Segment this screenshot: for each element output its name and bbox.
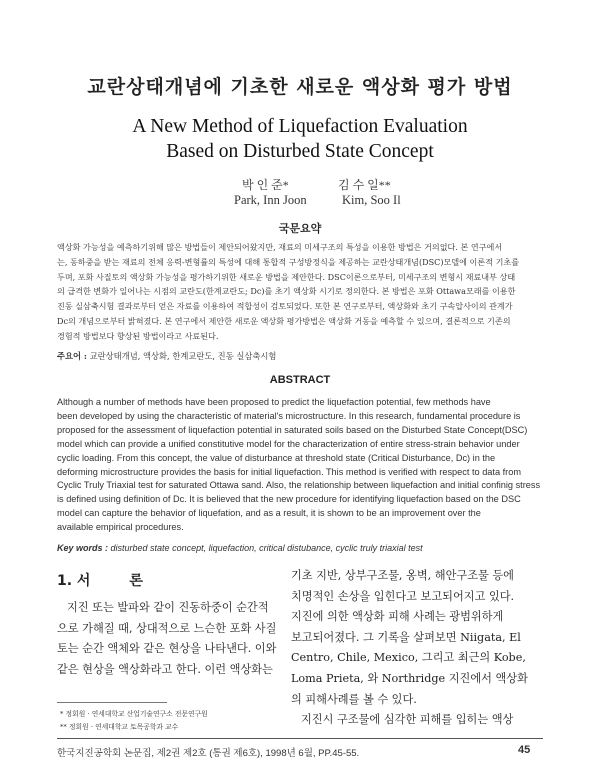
abstract-line: available empirical procedures. [57, 522, 184, 533]
footer-journal: 한국지진공학회 논문집, 제2권 제2호 (통권 제6호), 1998년 6월, PP.45-55. [57, 748, 360, 759]
keywords-label: Key words : [57, 543, 109, 553]
keywords-text: disturbed state concept, liquefaction, critical distubance, cyclic truly triaxial test [110, 543, 423, 553]
korean-abstract-heading: 국문요약 [278, 222, 322, 235]
abstract-line: proposed for the assessment of liquefaction potential in saturated soils based on the Disturbed State Concept(DSC) [57, 424, 528, 435]
korean-abstract-line: 액상화 가능성을 예측하기위해 많은 방법들이 제안되어왔지만, 재료의 미세구조의 특성을 이용한 방법은 거의없다. 본 연구에서 [57, 242, 503, 252]
korean-keywords-text: 교란상태개념, 액상화, 한계교란도, 진동 실삼축시험 [89, 351, 277, 361]
author1-english: Park, Inn Joon [234, 193, 307, 207]
abstract-heading: ABSTRACT [269, 374, 331, 386]
right-column-line: 보고되어졌다. 그 기록을 살펴보면 Niigata, El [291, 630, 521, 644]
author2-korean: 김 수 일** [338, 178, 391, 192]
right-column-line: Loma Prieta, 와 Northridge 지진에서 액상화 [291, 671, 528, 685]
abstract-body [57, 396, 543, 535]
abstract-line: model which can provide a unified constitutive model for the characterization of entire stress-strain behavior under [57, 438, 520, 449]
footnote-1: * 정회원 · 연세대학교 산업기술연구소 전문연구원 [60, 710, 208, 718]
right-column-text [291, 566, 541, 731]
abstract-line: been developed by using the characteristic of material's microstructure. In this research, fundamental procedure is [57, 410, 521, 421]
left-column-line: 으로 가해질 때, 상대적으로 느슨한 포화 사질 [57, 621, 277, 635]
left-column-line: 토는 순간 액체와 같은 현상을 나타낸다. 이와 [57, 642, 277, 656]
abstract-line: deforming microstructure provides the basis for initial liquefaction. This method is verified with respect to data from [57, 466, 522, 477]
right-column-line: Centro, Chile, Mexico, 그리고 최근의 Kobe, [291, 651, 526, 665]
korean-abstract-line: Dc의 개념으로부터 밝혀졌다. 본 연구에서 제안한 새로운 액상화 평가방법은 액상화 거동을 예측할 수 있으며, 결론적으로 기존의 [57, 315, 511, 326]
korean-abstract-line: 는, 동하중을 받는 재료의 전체 응력-변형률의 특성에 대해 통합적 구성방정식을 제공하는 교란상태개념(DSC)모델에 이론적 기초를 [57, 256, 520, 267]
author2-english: Kim, Soo Il [342, 193, 401, 207]
footer-rule [57, 738, 543, 739]
footnote-2: ** 정회원 · 연세대학교 토목공학과 교수 [60, 723, 179, 731]
right-column-line: 의 피해사례를 볼 수 있다. [291, 692, 417, 706]
right-column-line: 기초 지반, 상부구조물, 옹벽, 해안구조물 등에 [291, 569, 514, 582]
korean-abstract-line: 진동 실삼축시험 결과로부터 얻은 자료를 이용하여 적합성이 검토되었다. 또한 본 연구로부터, 액상화와 초기 구속압사이의 관계가 [57, 301, 513, 312]
english-title-line1: A New Method of Liquefaction Evaluation [132, 116, 468, 137]
left-column-line: 같은 현상을 액상화라고 한다. 이런 액상화는 [57, 662, 273, 676]
left-column-line: 지진 또는 발파와 같이 진동하중이 순간적 [67, 601, 269, 614]
section1-heading-text: 론 [129, 573, 143, 589]
abstract-line: model can capture the behavior of liquefation, and as a result, it is shown to be an improvement over the [57, 508, 481, 519]
abstract-line: is defined using definition of Dc. It is believed that the new procedure for identifying liquefaction based on the DSC [57, 494, 521, 505]
korean-abstract-line: 의 급격한 변화가 일어나는 시점의 교란도(한계교란도; Dc)를 초기 액상화 시기로 정의한다. 본 방법은 포화 Ottawa모래를 이용한 [57, 286, 516, 297]
section1-heading-number: 1. 서 [57, 573, 91, 589]
abstract-line: cyclic loading. From this concept, the value of disturbance at threshold state (Critical Disturbance, Dc) in the [57, 452, 496, 463]
section1-heading [57, 570, 143, 590]
abstract-line: Cyclic Truly Triaxial test for saturated Ottawa sand. Also, the relationship between liquefaction and initial confinig stress [57, 480, 541, 491]
abstract-line: Although a number of methods have been proposed to predict the liquefaction potential, few methods have [57, 397, 491, 407]
page-number: 45 [518, 744, 531, 756]
author1-korean: 박 인 준* [242, 178, 289, 192]
footnote-rule [57, 702, 167, 703]
keywords [57, 543, 543, 553]
korean-abstract-body [57, 240, 543, 344]
english-title-line2: Based on Disturbed State Concept [166, 141, 434, 162]
right-column-line: 지진에 의한 액상화 피해 사례는 광범위하게 [291, 610, 504, 624]
korean-keywords [57, 350, 276, 362]
korean-title: 교란상태개념에 기초한 새로운 액상화 평가 방법 [87, 76, 513, 98]
left-column-text [57, 598, 285, 680]
right-column-line: 치명적인 손상을 입힌다고 보고되어지고 있다. [291, 589, 515, 603]
korean-abstract-line: 두며, 포화 사질토의 액상화 가능성을 평가하기위한 새로운 방법을 제안한다. DSC이론으로부터, 미세구조의 변형시 재료내부 상태 [57, 271, 516, 282]
right-column-line: 지진시 구조물에 심각한 피해를 입히는 액상 [301, 713, 514, 727]
korean-abstract-line: 경험적 방법보다 향상된 방법이라고 사료된다. [57, 330, 219, 341]
korean-keywords-label: 주요어 : [57, 351, 87, 361]
